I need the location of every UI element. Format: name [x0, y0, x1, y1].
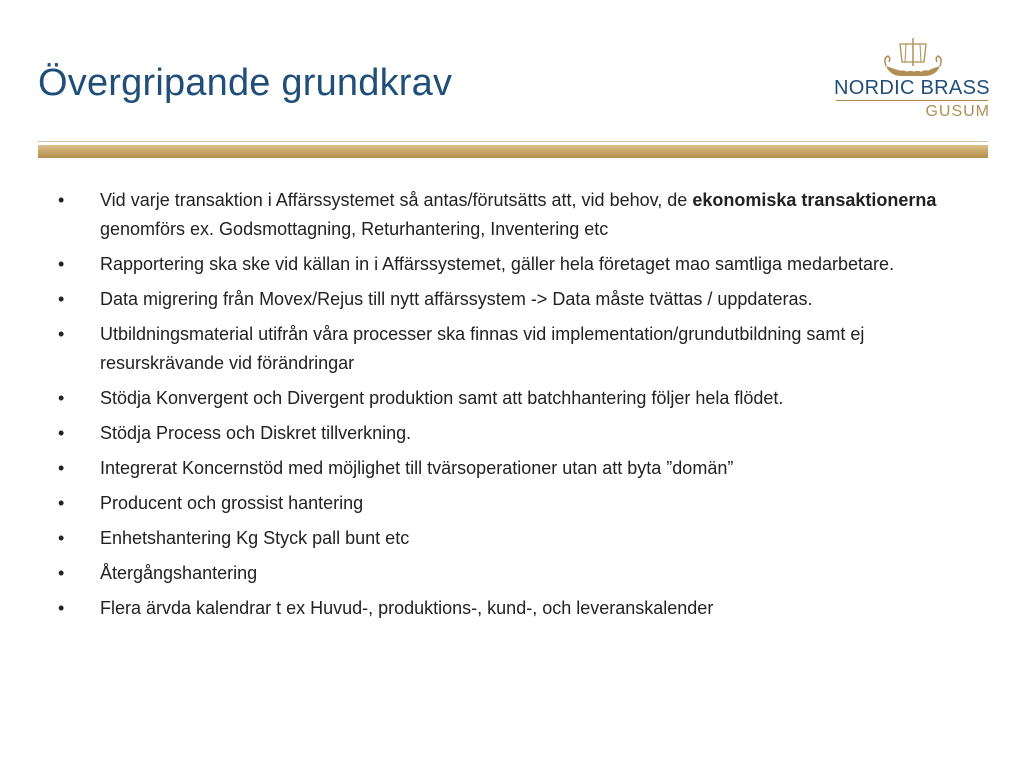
logo-brand-text: NORDIC BRASS: [834, 77, 990, 99]
bullet-item: [58, 285, 978, 314]
bullet-icon: •: [58, 388, 65, 408]
bullet-item: [58, 186, 978, 244]
logo-rule: [836, 100, 988, 101]
bullet-text: Enhetshantering Kg Styck pall bunt etc: [100, 528, 410, 548]
bullet-text: Integrerat Koncernstöd med möjlighet till tvärsoperationer utan att byta ”domän”: [100, 458, 734, 478]
header-divider-bar: [38, 145, 988, 158]
bullet-text: Flera ärvda kalendrar t ex Huvud-, produktions-, kund-, och leveranskalender: [100, 598, 714, 618]
bullet-item: [58, 454, 978, 483]
bullet-text: Producent och grossist hantering: [100, 493, 364, 513]
bullet-list: [58, 186, 978, 629]
bullet-item: [58, 419, 978, 448]
bullet-icon: •: [58, 324, 65, 344]
bullet-bold-text: ekonomiska transaktionerna: [692, 190, 937, 210]
bullet-icon: •: [58, 563, 65, 583]
logo-sub-text: GUSUM: [925, 103, 990, 120]
bullet-item: [58, 250, 978, 279]
header-divider-line: [38, 141, 988, 142]
bullet-icon: •: [58, 528, 65, 548]
bullet-text: Utbildningsmaterial utifrån våra processer ska finnas vid implementation/grundutbildning samt ej resurskrävande vid förändringar: [100, 324, 865, 373]
bullet-icon: •: [58, 190, 65, 210]
bullet-icon: •: [58, 458, 65, 478]
slide-title: Övergripande grundkrav: [38, 62, 453, 104]
bullet-icon: •: [58, 493, 65, 513]
bullet-text: Vid varje transaktion i Affärssystemet så antas/förutsätts att, vid behov, de: [100, 190, 693, 210]
bullet-text: Stödja Konvergent och Divergent produktion samt att batchhantering följer hela flödet.: [100, 388, 784, 408]
bullet-item: [58, 594, 978, 623]
bullet-item: [58, 489, 978, 518]
bullet-item: [58, 559, 978, 588]
bullet-icon: •: [58, 598, 65, 618]
bullet-text: Rapportering ska ske vid källan in i Affärssystemet, gäller hela företaget mao samtliga medarbetare.: [100, 254, 895, 274]
bullet-text: Återgångshantering: [100, 563, 258, 583]
company-logo: [834, 36, 992, 124]
bullet-icon: •: [58, 423, 65, 443]
bullet-text: genomförs ex. Godsmottagning, Returhantering, Inventering etc: [100, 219, 609, 239]
viking-ship-icon: [882, 36, 944, 80]
bullet-item: [58, 524, 978, 553]
bullet-text: Data migrering från Movex/Rejus till nytt affärssystem -> Data måste tvättas / uppdateras.: [100, 289, 813, 309]
bullet-icon: •: [58, 254, 65, 274]
bullet-item: [58, 320, 978, 378]
bullet-item: [58, 384, 978, 413]
bullet-icon: •: [58, 289, 65, 309]
bullet-text: Stödja Process och Diskret tillverkning.: [100, 423, 412, 443]
